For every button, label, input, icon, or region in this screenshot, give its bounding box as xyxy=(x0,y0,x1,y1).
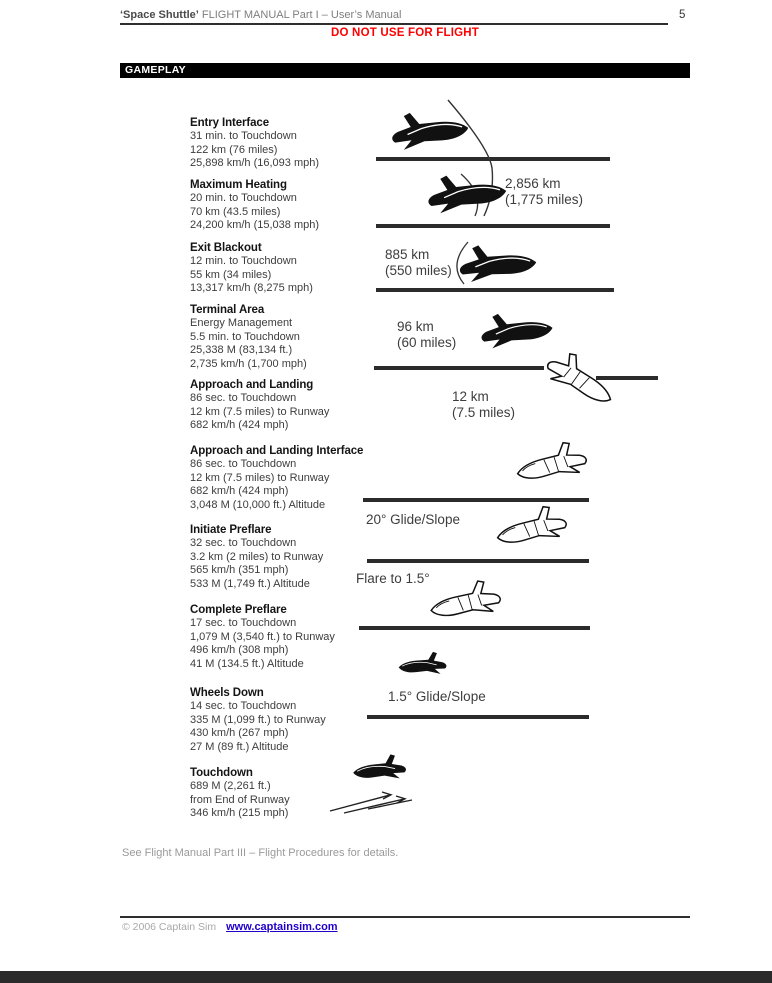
phase-detail: 12 km (7.5 miles) to Runway xyxy=(190,471,330,484)
phase-detail: 430 km/h (267 mph) xyxy=(190,727,289,740)
section-bar-label: GAMEPLAY xyxy=(125,64,186,76)
phase-detail: 346 km/h (215 mph) xyxy=(190,807,289,820)
altitude-line xyxy=(359,626,590,630)
phase-detail: 41 M (134.5 ft.) Altitude xyxy=(190,657,304,670)
page-number: 5 xyxy=(679,9,686,21)
phase-detail: 682 km/h (424 mph) xyxy=(190,485,289,498)
phase-detail: 12 km (7.5 miles) to Runway xyxy=(190,405,330,418)
phase-title: Terminal Area xyxy=(190,304,265,316)
phase-detail: 1,079 M (3,540 ft.) to Runway xyxy=(190,630,335,643)
phase-detail: 20 min. to Touchdown xyxy=(190,192,297,205)
phase-detail: 533 M (1,749 ft.) Altitude xyxy=(190,577,310,590)
distance-label-96km xyxy=(397,319,456,350)
label-line: (7.5 miles) xyxy=(452,404,516,420)
phase-title: Touchdown xyxy=(190,767,253,779)
phase-detail: 122 km (76 miles) xyxy=(190,143,278,156)
label-line: 96 km xyxy=(397,319,434,334)
phase-detail: 32 sec. to Touchdown xyxy=(190,537,297,550)
footer-copyright-row xyxy=(122,921,338,933)
phase-detail: 27 M (89 ft.) Altitude xyxy=(190,740,289,753)
phase-detail: 565 km/h (351 mph) xyxy=(190,564,289,577)
phase-title: Entry Interface xyxy=(190,117,270,129)
label-line: (550 miles) xyxy=(385,262,452,278)
bottom-bar xyxy=(0,971,772,983)
altitude-line xyxy=(376,224,610,228)
phase-detail: 12 min. to Touchdown xyxy=(190,255,297,268)
phase-detail: 17 sec. to Touchdown xyxy=(190,617,297,630)
header-title-rest: FLIGHT MANUAL Part I – User’s Manual xyxy=(198,9,402,21)
label-line: 20° Glide/Slope xyxy=(366,512,460,527)
phase-title: Approach and Landing Interface xyxy=(190,445,364,457)
phase-title: Complete Preflare xyxy=(190,604,287,616)
captainsim-link[interactable]: www.captainsim.com xyxy=(226,921,338,933)
altitude-line xyxy=(374,366,544,370)
label-line: Flare to 1.5° xyxy=(356,571,430,586)
phase-detail: 3.2 km (2 miles) to Runway xyxy=(190,550,324,563)
altitude-line xyxy=(367,715,589,719)
flare-label xyxy=(356,571,430,587)
label-line: 12 km xyxy=(452,389,489,404)
glide-slope-20-label xyxy=(366,512,460,528)
phase-detail: 5.5 min. to Touchdown xyxy=(190,330,300,343)
distance-label-885km xyxy=(385,247,452,278)
label-line: (1,775 miles) xyxy=(505,191,584,207)
phase-detail: 70 km (43.5 miles) xyxy=(190,205,281,218)
label-line: 2,856 km xyxy=(505,176,561,191)
phase-detail: 2,735 km/h (1,700 mph) xyxy=(190,357,307,370)
footer-reference-note: See Flight Manual Part III – Flight Procedures for details. xyxy=(122,847,399,859)
phase-detail: 86 sec. to Touchdown xyxy=(190,392,297,405)
do-not-use-warning: DO NOT USE FOR FLIGHT xyxy=(331,27,479,39)
phase-detail: 31 min. to Touchdown xyxy=(190,130,297,143)
shuttle-icon xyxy=(446,227,544,295)
phase-detail: 25,898 km/h (16,093 mph) xyxy=(190,157,320,170)
label-line: (60 miles) xyxy=(397,334,457,350)
phase-detail: 25,338 M (83,134 ft.) xyxy=(190,344,293,357)
phase-detail: 55 km (34 miles) xyxy=(190,268,272,281)
copyright-text: © 2006 Captain Sim xyxy=(122,921,217,933)
phase-title: Maximum Heating xyxy=(190,179,287,191)
altitude-line xyxy=(367,559,589,563)
runway-arrows-icon xyxy=(328,782,428,814)
label-line: 1.5° Glide/Slope xyxy=(388,689,486,704)
document-header xyxy=(120,9,668,21)
label-line: 885 km xyxy=(385,247,430,262)
phase-title: Initiate Preflare xyxy=(190,524,272,536)
phase-detail: 14 sec. to Touchdown xyxy=(190,700,297,713)
glide-slope-1-5-label xyxy=(388,689,486,705)
shuttle-icon xyxy=(395,644,453,682)
phase-detail: 3,048 M (10,000 ft.) Altitude xyxy=(190,498,326,511)
phase-approach-landing xyxy=(190,379,440,433)
shuttle-icon xyxy=(490,498,576,552)
phase-detail: 682 km/h (424 mph) xyxy=(190,419,289,432)
shuttle-icon xyxy=(424,573,509,625)
altitude-line xyxy=(376,288,614,292)
phase-detail: from End of Runway xyxy=(190,793,290,806)
distance-label-2856km xyxy=(505,176,583,207)
phase-detail: 689 M (2,261 ft.) xyxy=(190,780,271,793)
header-rule xyxy=(120,23,668,25)
header-title-emphasis: ‘Space Shuttle’ xyxy=(120,9,199,21)
phase-detail: 496 km/h (308 mph) xyxy=(190,644,289,657)
footer-rule xyxy=(120,916,690,918)
shuttle-icon xyxy=(531,335,629,417)
phase-detail: 335 M (1,099 ft.) to Runway xyxy=(190,713,326,726)
phase-title: Exit Blackout xyxy=(190,242,262,254)
phase-detail: 13,317 km/h (8,275 mph) xyxy=(190,282,313,295)
phase-detail: Energy Management xyxy=(190,317,293,330)
shuttle-icon xyxy=(510,434,596,488)
gameplay-section-bar xyxy=(120,63,690,78)
phase-title: Approach and Landing xyxy=(190,379,314,391)
phase-title: Wheels Down xyxy=(190,687,264,699)
phase-detail: 24,200 km/h (15,038 mph) xyxy=(190,219,320,232)
phase-detail: 86 sec. to Touchdown xyxy=(190,458,297,471)
distance-label-12km xyxy=(452,389,515,420)
